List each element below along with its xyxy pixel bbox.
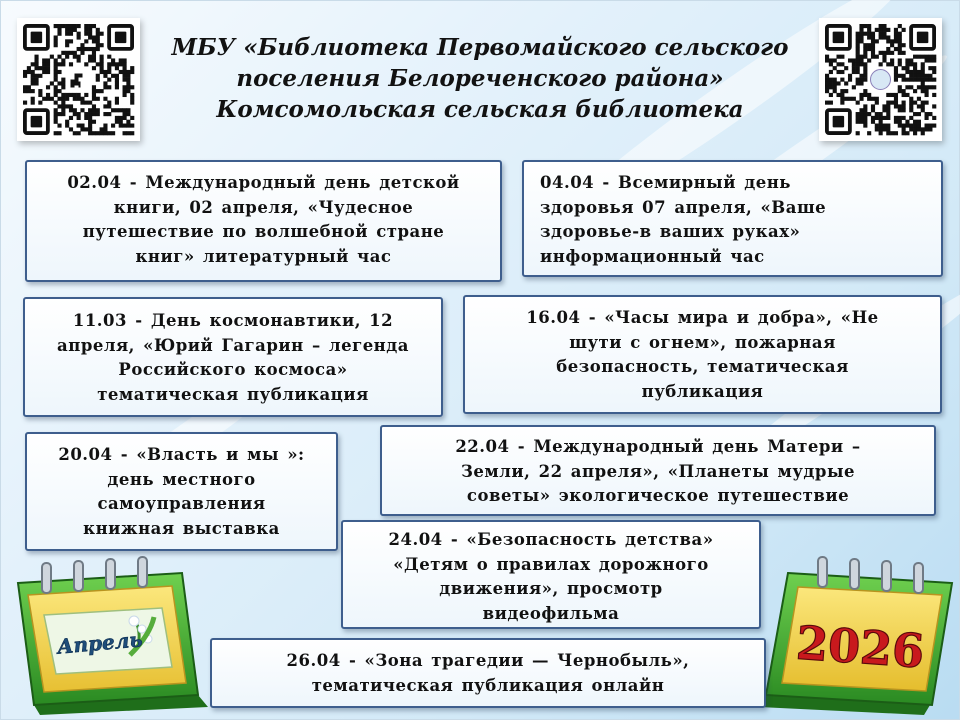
event-card-1604 [463,295,942,414]
event-line: 22.04 - Международный день Матери – [455,437,861,456]
event-line: советы» экологическое путешествие [466,486,850,505]
event-card-1103 [23,297,443,417]
event-line: день местного [107,469,256,489]
event-line: движения», просмотр [439,579,663,598]
event-line: апреля, «Юрий Гагарин – легенда [57,335,409,355]
event-line: 26.04 - «Зона трагедии — Чернобыль», [286,651,690,670]
event-line: 02.04 - Международный день детской [67,173,460,192]
qr-code-dinosaur-icon[interactable] [17,18,140,141]
event-line: книжная выставка [83,518,280,538]
event-line: 11.03 - День космонавтики, 12 [72,311,394,330]
event-line: книг» литературный час [135,246,392,266]
calendar-2026-icon [760,555,956,715]
calendar-month-label: Апрель [56,627,144,659]
event-card-0204 [25,160,502,282]
event-line: 16.04 - «Часы мира и добра», «Не [526,308,879,327]
event-line: Земли, 22 апреля», «Планеты мудрые [461,461,855,481]
event-line: информационный час [540,246,765,266]
event-line: тематическая публикация онлайн [311,675,665,695]
event-card-2004 [25,432,338,551]
event-line: путешествие по волшебной стране [82,222,445,241]
event-card-2404 [341,520,761,629]
title-line: МБУ «Библиотека Первомайского сельского [171,34,789,61]
event-card-2204 [380,425,936,516]
event-line: книги, 02 апреля, «Чудесное [113,197,414,217]
calendar-april-icon [12,555,212,715]
title-line: Комсомольская сельская библиотека [216,96,744,123]
event-line: здоровья 07 апреля, «Ваше [540,197,827,217]
library-title [150,32,810,125]
event-line: видеофильма [482,603,620,623]
qr-code-logo-icon[interactable] [819,18,942,141]
event-card-2604 [210,638,766,708]
calendar-year-label: 2026 [794,615,926,679]
event-line: здоровье-в ваших руках» [540,222,801,241]
event-line: шути с огнем», пожарная [569,332,836,352]
event-line: публикация [641,381,764,401]
event-line: 24.04 - «Безопасность детства» [388,530,714,549]
event-line: Российского космоса» [118,360,348,379]
event-line: 04.04 - Всемирный день [540,173,791,192]
event-line: безопасность, тематическая [556,357,849,376]
event-line: самоуправления [97,494,266,513]
event-line: «Детям о правилах дорожного [393,554,709,574]
event-line: 20.04 - «Власть и мы »: [58,445,305,464]
title-line: поселения Белореченского района» [236,65,724,92]
event-card-0404 [522,160,943,277]
event-line: тематическая публикация [97,384,369,404]
